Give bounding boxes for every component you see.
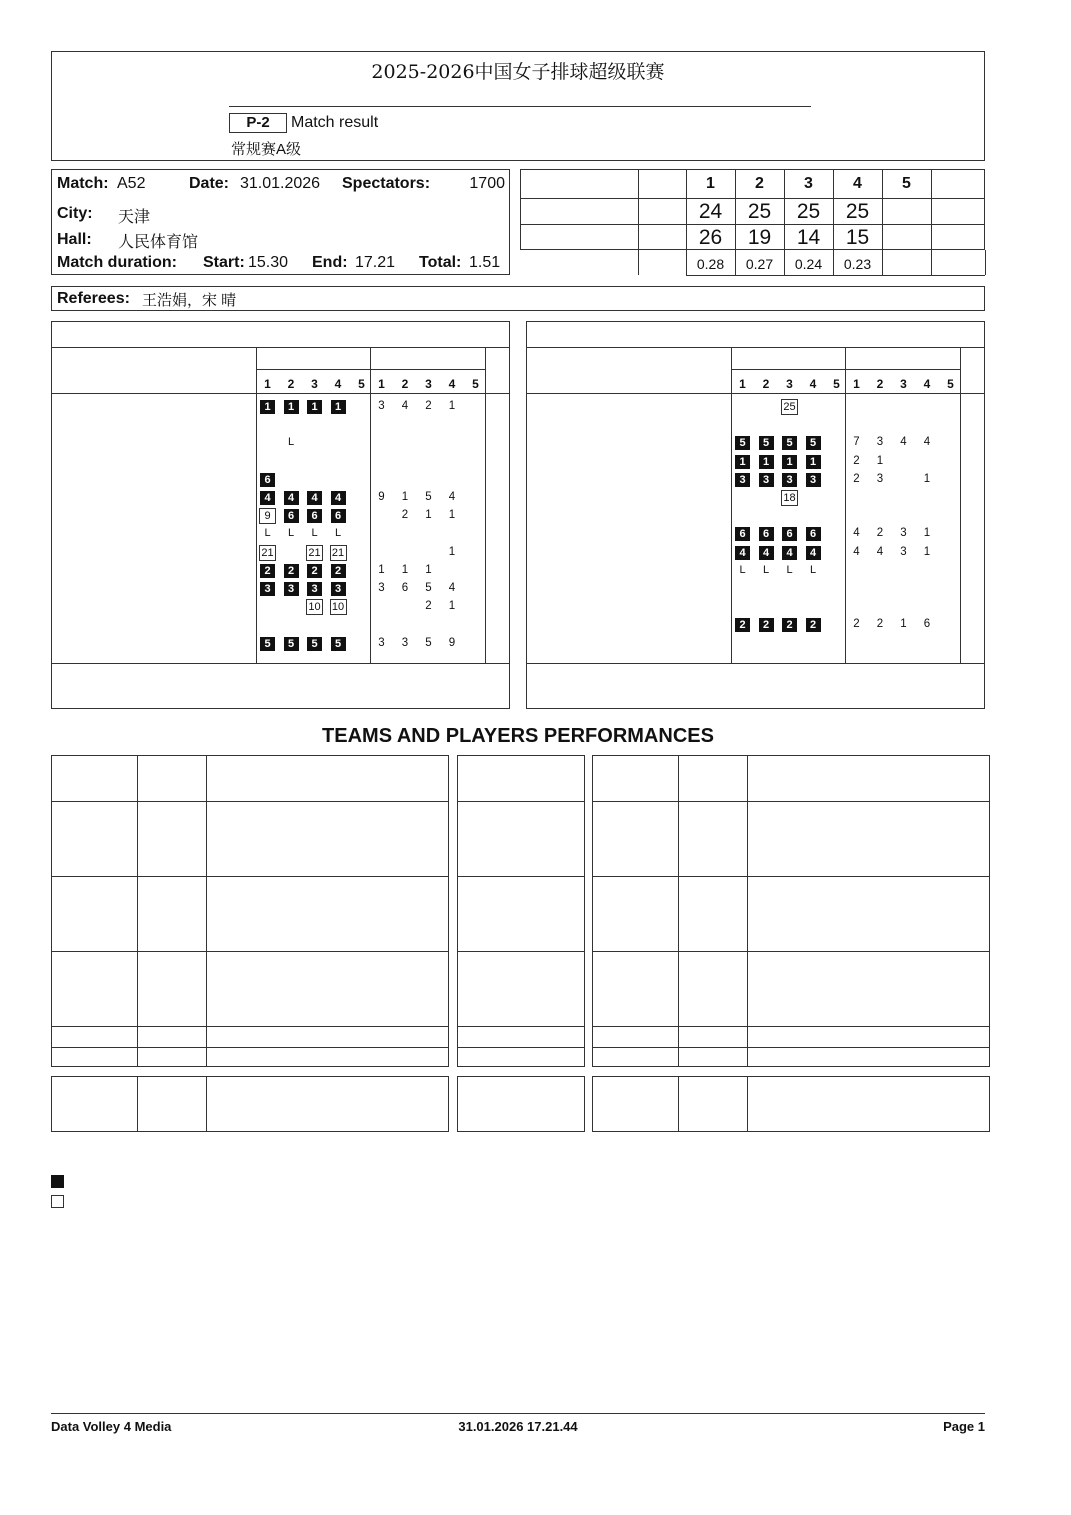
match-label: Match: (57, 175, 109, 192)
points-set-header: 2 (401, 377, 409, 391)
score-col-line (931, 169, 932, 275)
date-label: Date: (189, 175, 230, 192)
roster-header-rule (731, 369, 960, 370)
lineup-starter: 6 (735, 527, 750, 541)
score-row-line (520, 224, 985, 225)
points-set-header: 5 (947, 377, 954, 391)
lineup-set-header: 5 (833, 377, 840, 391)
perf-row-line (592, 1047, 990, 1048)
total-label: Total: (419, 254, 462, 271)
lineup-set-header: 2 (287, 377, 295, 391)
lineup-libero: L (739, 563, 746, 576)
lineup-set-header: 4 (334, 377, 342, 391)
city-value: 天津 (118, 209, 151, 226)
roster-header-rule (526, 393, 985, 394)
perf-row-line (51, 876, 449, 877)
set-number-header: 4 (853, 175, 862, 192)
set-points: 4 (448, 491, 456, 503)
start-label: Start: (203, 254, 245, 271)
set-points: 2 (401, 509, 409, 522)
lineup-starter: 5 (735, 436, 750, 450)
report-subtitle: Match result (291, 114, 379, 131)
lineup-set-header: 5 (358, 377, 365, 391)
lineup-starter: 3 (782, 473, 797, 487)
set-points: 1 (448, 545, 456, 558)
set-points: 2 (853, 472, 860, 485)
lineup-starter: 3 (284, 582, 299, 596)
roster-col-line (845, 347, 846, 663)
set-points: 2 (876, 618, 884, 631)
footer-timestamp: 31.01.2026 17.21.44 (458, 1419, 578, 1434)
set-points: 1 (425, 563, 432, 576)
roster-body-rule (526, 663, 985, 664)
points-set-header: 1 (378, 377, 385, 391)
lineup-starter: 6 (307, 509, 322, 523)
set-points: 4 (923, 436, 931, 449)
set-points: 4 (853, 527, 860, 540)
perf-row-line (592, 1026, 990, 1027)
points-set-header: 4 (923, 377, 931, 391)
set-score-home: 24 (698, 200, 723, 223)
lineup-libero: L (311, 527, 318, 540)
report-code: P-2 (246, 114, 270, 131)
roster-col-line (370, 347, 371, 663)
perf-col-line (206, 1076, 207, 1132)
spectators-label: Spectators: (342, 175, 431, 192)
set-points: 2 (425, 600, 432, 613)
lineup-starter: 1 (284, 400, 299, 414)
set-score-home: 25 (845, 200, 870, 223)
city-label: City: (57, 205, 93, 222)
lineup-starter: 5 (782, 436, 797, 450)
footer-software: Data Volley 4 Media (51, 1419, 172, 1434)
set-score-home: 25 (747, 200, 772, 223)
set-points: 1 (401, 491, 409, 503)
set-points: 2 (853, 454, 860, 467)
lineup-starter: 4 (806, 546, 821, 560)
set-points: 2 (876, 527, 884, 540)
set-points: 5 (425, 491, 432, 503)
lineup-starter: 1 (806, 455, 821, 469)
lineup-substitute: 21 (259, 545, 276, 561)
set-points: 3 (378, 400, 385, 412)
away-best-frame (592, 1076, 990, 1132)
perf-row-line (51, 801, 449, 802)
lineup-starter: 3 (759, 473, 774, 487)
set-points: 2 (425, 400, 432, 412)
header-rule (229, 106, 811, 107)
lineup-set-header: 3 (786, 377, 793, 391)
score-col-line (638, 169, 639, 275)
set-points: 6 (401, 582, 409, 594)
set-points: 1 (923, 545, 931, 558)
set-duration: 0.28 (696, 256, 725, 272)
set-points: 7 (853, 436, 860, 449)
lineup-starter: 6 (331, 509, 346, 523)
set-points: 1 (923, 527, 931, 540)
lineup-starter: 2 (331, 564, 346, 578)
perf-col-line (678, 1076, 679, 1132)
hall-value: 人民体育馆 (118, 234, 199, 251)
lineup-starter: 5 (806, 436, 821, 450)
lineup-starter: 5 (307, 637, 322, 651)
lineup-libero: L (809, 563, 817, 576)
lineup-starter: 6 (806, 527, 821, 541)
performance-title: TEAMS AND PLAYERS PERFORMANCES (322, 725, 714, 747)
lineup-starter: 4 (307, 491, 322, 505)
set-points: 4 (876, 545, 884, 558)
set-number-header: 2 (755, 175, 764, 192)
lineup-starter: 4 (735, 546, 750, 560)
perf-row-line (51, 951, 449, 952)
set-points: 1 (900, 618, 907, 631)
set-points: 3 (900, 545, 907, 558)
roster-body-rule (51, 663, 510, 664)
set-points: 1 (876, 454, 884, 467)
lineup-substitute: 10 (306, 599, 323, 615)
perf-row-line (51, 1047, 449, 1048)
set-points: 9 (378, 491, 385, 503)
perf-col-line (137, 1076, 138, 1132)
lineup-starter: 5 (759, 436, 774, 450)
perf-row-line (592, 876, 990, 877)
set-points: 4 (900, 436, 907, 449)
perf-row-line (592, 951, 990, 952)
perf-row-line (592, 801, 990, 802)
lineup-starter: 4 (759, 546, 774, 560)
perf-row-line (457, 1047, 585, 1048)
lineup-starter: 4 (260, 491, 275, 505)
lineup-starter: 1 (307, 400, 322, 414)
set-points: 6 (923, 618, 931, 631)
perf-row-line (457, 876, 585, 877)
legend-substitute-swatch (51, 1195, 64, 1208)
points-set-header: 4 (448, 377, 456, 391)
set-points: 2 (853, 618, 860, 631)
roster-title-rule (51, 347, 510, 348)
lineup-starter: 4 (782, 546, 797, 560)
lineup-libero: L (264, 527, 271, 540)
lineup-set-header: 4 (809, 377, 817, 391)
hall-label: Hall: (57, 231, 92, 248)
points-set-header: 3 (425, 377, 432, 391)
roster-header-rule (256, 369, 485, 370)
perf-row-line (51, 1026, 449, 1027)
points-set-header: 3 (900, 377, 907, 391)
roster-title-rule (526, 347, 985, 348)
lineup-starter: 2 (284, 564, 299, 578)
perf-row-line (457, 1026, 585, 1027)
lineup-starter: 2 (806, 618, 821, 632)
lineup-starter: 6 (782, 527, 797, 541)
points-set-header: 2 (876, 377, 884, 391)
lineup-starter: 6 (759, 527, 774, 541)
lineup-starter: 3 (806, 473, 821, 487)
set-points: 1 (923, 472, 931, 485)
score-row-line (520, 198, 985, 199)
score-col-line (985, 250, 986, 275)
lineup-set-header: 2 (762, 377, 770, 391)
set-points: 3 (401, 636, 409, 649)
match-category: 常规赛A级 (231, 141, 302, 158)
lineup-substitute: 21 (306, 545, 323, 561)
end-time: 17.21 (355, 254, 396, 271)
lineup-starter: 1 (759, 455, 774, 469)
lineup-starter: 2 (735, 618, 750, 632)
lineup-set-header: 3 (311, 377, 318, 391)
home-best-frame (51, 1076, 449, 1132)
lineup-libero: L (786, 563, 793, 576)
lineup-substitute: 25 (781, 399, 798, 415)
referees-label: Referees: (57, 290, 130, 307)
lineup-starter: 3 (307, 582, 322, 596)
roster-header-rule (51, 393, 510, 394)
points-set-header: 1 (853, 377, 860, 391)
set-points: 3 (876, 436, 884, 449)
set-score-away: 19 (747, 226, 772, 249)
set-points: 1 (425, 509, 432, 522)
total-duration: 1.51 (469, 254, 501, 271)
set-points: 3 (876, 472, 884, 485)
set-number-header: 5 (902, 175, 911, 192)
perf-col-line (747, 1076, 748, 1132)
roster-col-line (960, 347, 961, 663)
lineup-starter: 2 (260, 564, 275, 578)
set-score-home: 25 (796, 200, 821, 223)
match-date: 31.01.2026 (240, 175, 321, 192)
perf-row-line (457, 801, 585, 802)
lineup-starter: 5 (260, 637, 275, 651)
roster-col-line (485, 347, 486, 663)
match-number: A52 (117, 175, 146, 192)
set-number-header: 1 (706, 175, 715, 192)
lineup-starter: 1 (735, 455, 750, 469)
end-label: End: (312, 254, 348, 271)
lineup-libero: L (287, 527, 295, 540)
lineup-starter: 6 (260, 473, 275, 487)
lineup-starter: 1 (782, 455, 797, 469)
set-score-away: 26 (698, 226, 723, 249)
lineup-starter: 3 (260, 582, 275, 596)
lineup-starter: 2 (782, 618, 797, 632)
lineup-libero: L (287, 436, 295, 449)
lineup-starter: 2 (759, 618, 774, 632)
home_team-frame (51, 321, 510, 709)
lineup-libero: L (334, 527, 342, 540)
set-duration: 0.23 (843, 256, 872, 272)
set-points: 4 (853, 545, 860, 558)
lineup-starter: 4 (331, 491, 346, 505)
set-points: 4 (401, 400, 409, 412)
lineup-substitute: 21 (330, 545, 347, 561)
set-points: 9 (448, 636, 456, 649)
roster-col-line (731, 347, 732, 663)
referees-names: 王浩娟，宋 晴 (142, 292, 237, 309)
lineup-starter: 6 (284, 509, 299, 523)
lineup-starter: 5 (284, 637, 299, 651)
footer-rule (51, 1413, 985, 1414)
lineup-set-header: 1 (739, 377, 746, 391)
away_team-frame (526, 321, 985, 709)
set-points: 5 (425, 582, 432, 594)
footer-page: Page 1 (943, 1419, 985, 1434)
lineup-substitute: 18 (781, 490, 798, 506)
lineup-starter: 1 (260, 400, 275, 414)
legend-starter-swatch (51, 1175, 64, 1188)
duration-label: Match duration: (57, 254, 177, 271)
set-points: 4 (448, 582, 456, 594)
score-row-line (686, 275, 985, 276)
set-points: 3 (900, 527, 907, 540)
perf-row-line (457, 951, 585, 952)
set-number-header: 3 (804, 175, 813, 192)
set-score-away: 15 (845, 226, 870, 249)
lineup-set-header: 1 (264, 377, 271, 391)
start-time: 15.30 (248, 254, 289, 271)
league-title: 2025-2026中国女子排球超级联赛 (371, 61, 665, 83)
set-points: 5 (425, 636, 432, 649)
set-score-away: 14 (796, 226, 821, 249)
set-points: 1 (448, 600, 456, 613)
spectators-count: 1700 (469, 175, 505, 192)
best-label-frame (457, 1076, 585, 1132)
lineup-substitute: 10 (330, 599, 347, 615)
set-points: 1 (448, 509, 456, 522)
roster-col-line (256, 347, 257, 663)
set-points: 1 (378, 563, 385, 576)
set-duration: 0.27 (745, 256, 774, 272)
lineup-substitute: 9 (259, 508, 276, 524)
set-points: 3 (378, 582, 385, 594)
lineup-starter: 1 (331, 400, 346, 414)
set-points: 1 (448, 400, 456, 412)
set-points: 3 (378, 636, 385, 649)
lineup-starter: 3 (735, 473, 750, 487)
lineup-starter: 3 (331, 582, 346, 596)
lineup-starter: 5 (331, 637, 346, 651)
set-points: 1 (401, 563, 409, 576)
points-set-header: 5 (472, 377, 479, 391)
lineup-starter: 2 (307, 564, 322, 578)
set-duration: 0.24 (794, 256, 823, 272)
lineup-libero: L (762, 563, 770, 576)
lineup-starter: 4 (284, 491, 299, 505)
